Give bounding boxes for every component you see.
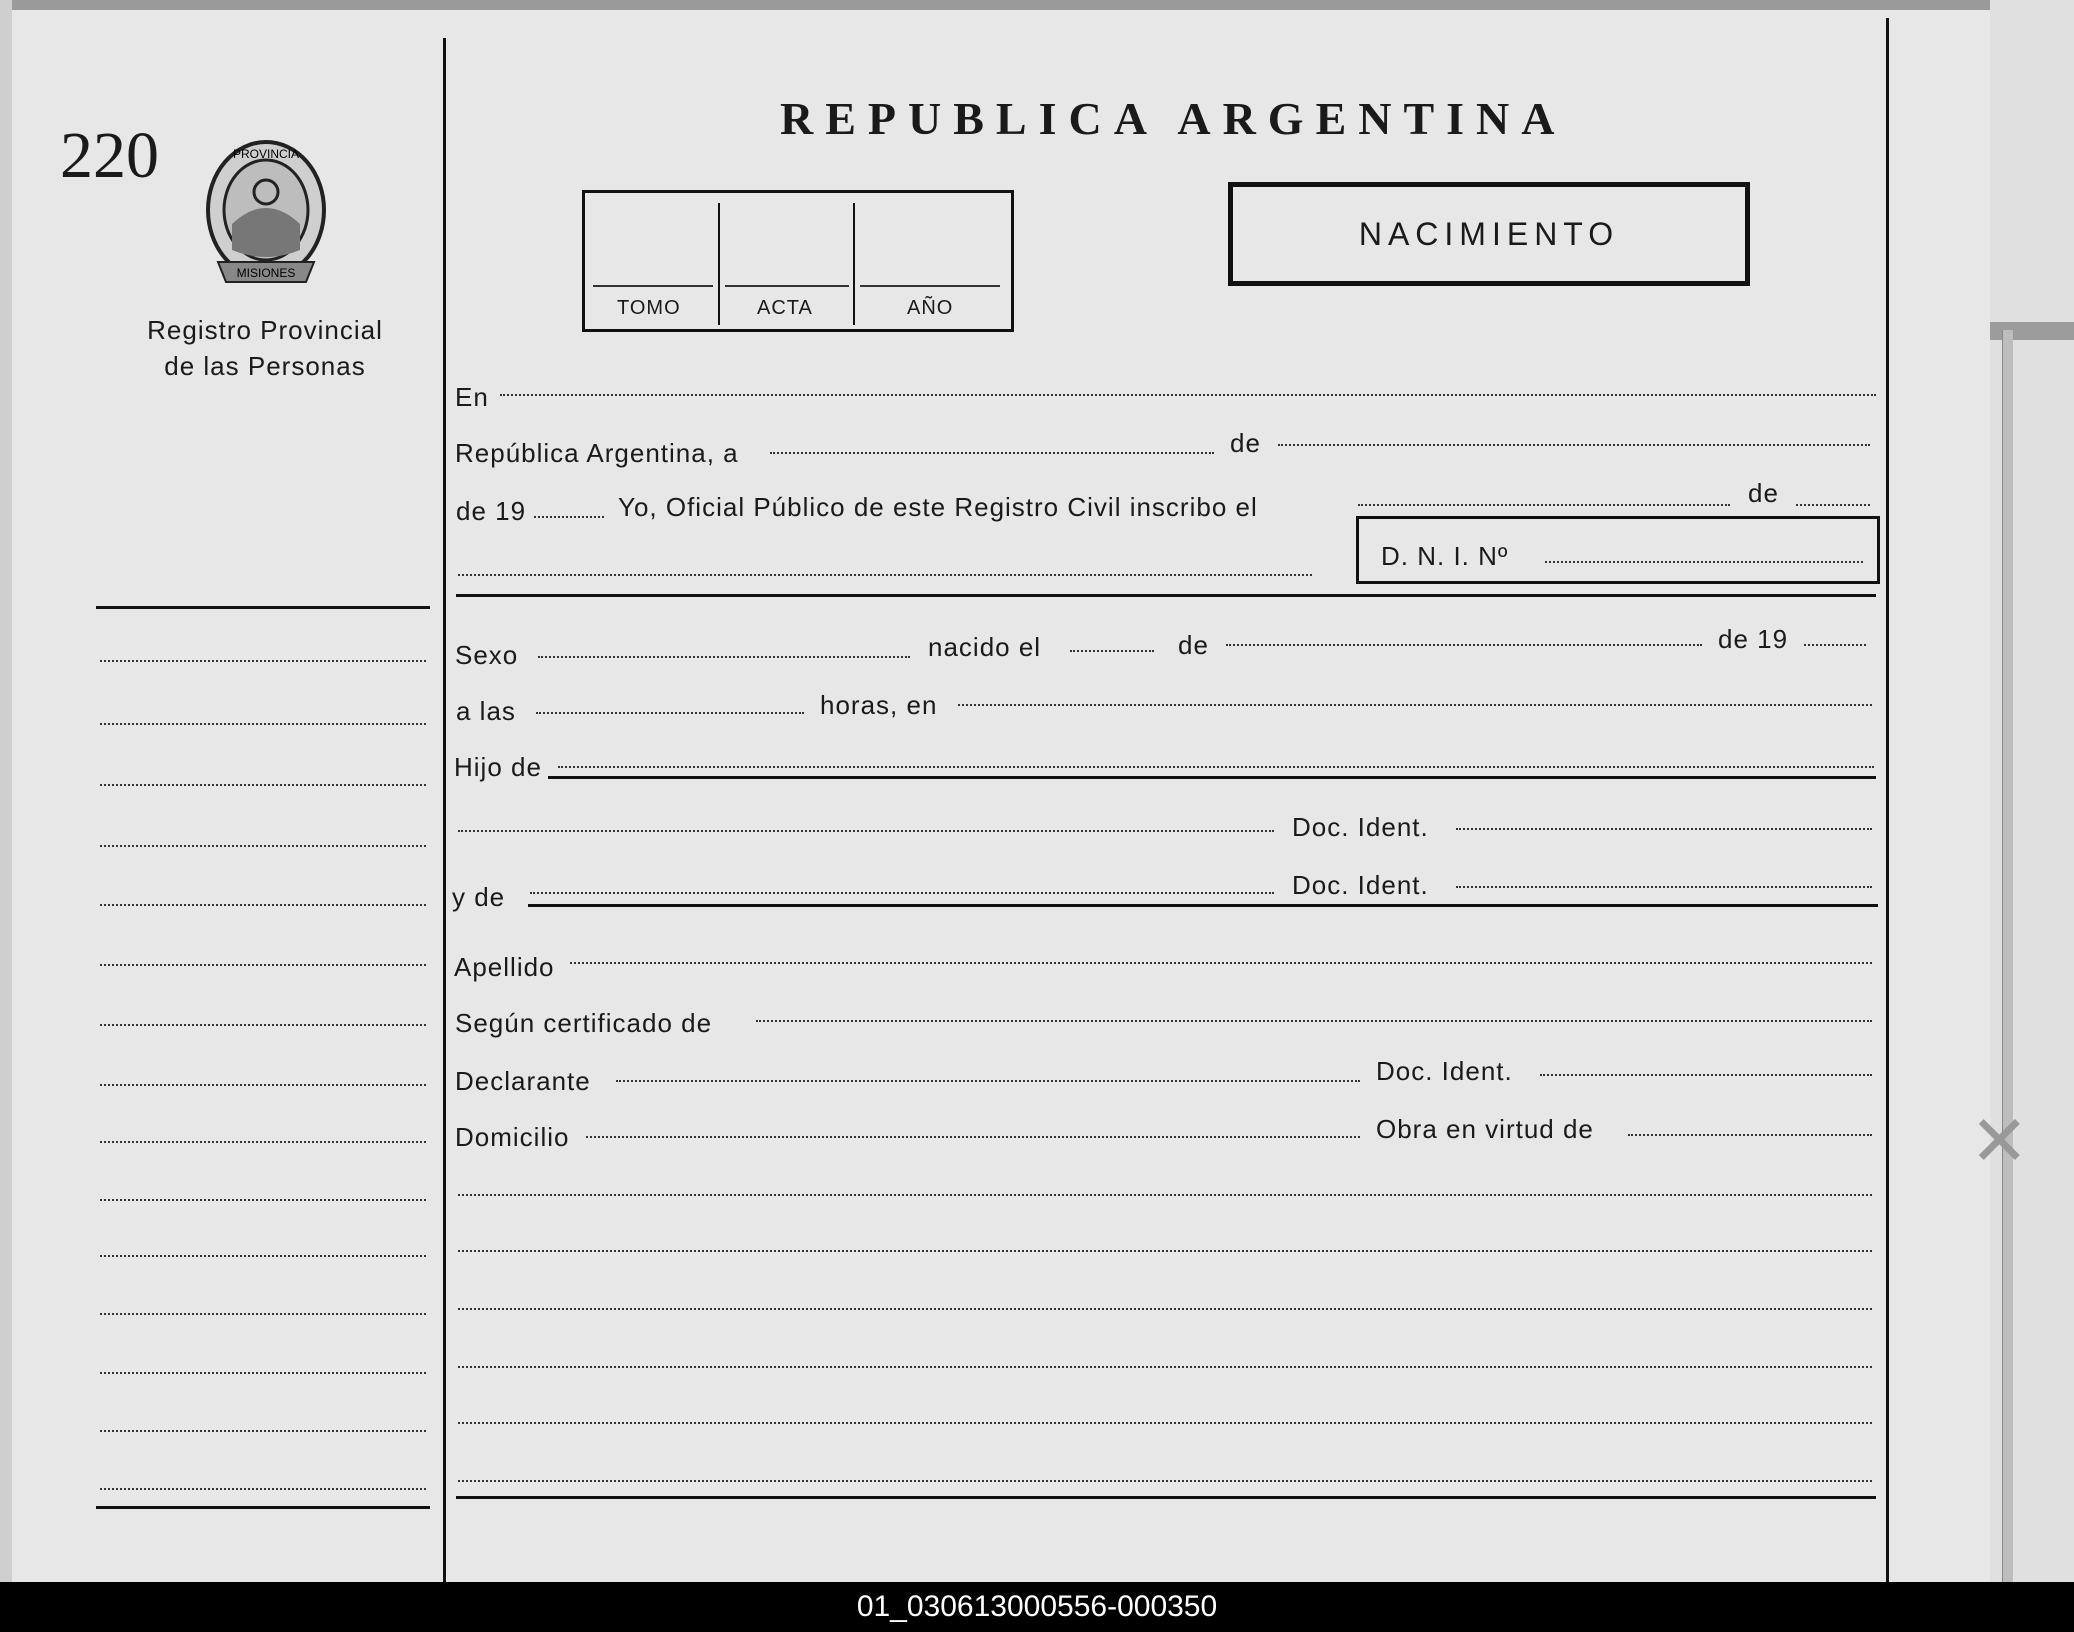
field-birth-day[interactable] (1070, 650, 1154, 652)
margin-line (100, 723, 426, 725)
field-certificado[interactable] (756, 1020, 1872, 1022)
label-nacido-el: nacido el (928, 632, 1042, 662)
notes-line[interactable] (458, 1422, 1872, 1424)
field-inscription-month[interactable] (1796, 504, 1870, 506)
section-rule-1 (456, 594, 1876, 597)
margin-line (100, 660, 426, 662)
field-birth-month[interactable] (1226, 644, 1702, 646)
margin-line (100, 1372, 426, 1374)
label-hijo-de: Hijo de (454, 752, 542, 782)
right-border (1886, 18, 1889, 1582)
record-type: NACIMIENTO (1358, 216, 1620, 252)
footer-bar (0, 1582, 2074, 1632)
label-horas-en: horas, en (820, 690, 938, 720)
page-left-edge (0, 0, 12, 1582)
folio-number: 220 (60, 119, 159, 192)
label-obra: Obra en virtud de (1376, 1114, 1594, 1144)
provincial-seal-icon (196, 132, 336, 292)
registry-line-1: Registro Provincial (147, 315, 383, 345)
field-hour[interactable] (536, 712, 804, 714)
label-a-las: a las (456, 696, 516, 726)
section-rule-bottom (456, 1496, 1876, 1499)
page-top-edge (0, 0, 2074, 10)
ano-line (860, 285, 1000, 287)
volume-box (582, 190, 1014, 332)
binding-knot-icon: ✕ (1970, 1102, 2029, 1180)
margin-line (100, 1430, 426, 1432)
label-de-19: de 19 (456, 496, 527, 526)
field-apellido[interactable] (570, 962, 1872, 964)
label-en: En (455, 382, 489, 412)
column-divider (443, 38, 446, 1582)
field-day[interactable] (770, 452, 1214, 454)
registry-line-2: de las Personas (164, 351, 366, 381)
label-doc-ident-2: Doc. Ident. (1292, 870, 1429, 900)
field-mother-doc[interactable] (1456, 886, 1872, 888)
label-segun: Según certificado de (455, 1008, 713, 1038)
margin-line (100, 904, 426, 906)
field-father-doc[interactable] (1456, 828, 1872, 830)
field-inscription-name[interactable] (458, 574, 1312, 576)
seal-top-text: PROVINCIA (232, 147, 300, 161)
tomo-line (593, 285, 713, 287)
label-doc-ident-3: Doc. Ident. (1376, 1056, 1513, 1086)
margin-line (100, 1488, 426, 1490)
label-doc-ident-1: Doc. Ident. (1292, 812, 1429, 842)
label-de-2: de (1748, 478, 1779, 508)
seal-bottom-text: MISIONES (236, 266, 296, 280)
label-y-de: y de (452, 882, 506, 912)
ano-label: AÑO (907, 297, 954, 319)
label-apellido: Apellido (454, 952, 555, 982)
field-year[interactable] (534, 516, 604, 518)
notes-line[interactable] (458, 1366, 1872, 1368)
margin-line (100, 1313, 426, 1315)
mother-rule (528, 904, 1878, 907)
field-dni[interactable] (1545, 561, 1863, 563)
field-en[interactable] (500, 394, 1876, 396)
box-divider (718, 203, 720, 325)
acta-label: ACTA (757, 297, 813, 319)
label-de-3: de (1178, 630, 1209, 660)
margin-line (100, 1024, 426, 1026)
notes-line[interactable] (458, 1250, 1872, 1252)
notes-line[interactable] (458, 1308, 1872, 1310)
margin-rule-top (96, 606, 430, 609)
label-republica: República Argentina, a (455, 438, 739, 468)
field-birth-place[interactable] (958, 704, 1872, 706)
margin-line (100, 784, 426, 786)
field-declarante-doc[interactable] (1540, 1074, 1872, 1076)
label-de-1: de (1230, 428, 1261, 458)
field-declarante[interactable] (616, 1080, 1360, 1082)
margin-rule-bottom (96, 1506, 430, 1509)
notes-line[interactable] (458, 1194, 1872, 1196)
box-divider (853, 203, 855, 325)
label-domicilio: Domicilio (455, 1122, 570, 1152)
field-father-name[interactable] (558, 766, 1874, 768)
field-birth-year[interactable] (1804, 644, 1866, 646)
tomo-label: TOMO (617, 297, 681, 319)
field-mother-name[interactable] (530, 892, 1274, 894)
field-month[interactable] (1278, 444, 1870, 446)
margin-line (100, 1141, 426, 1143)
binding-rod (2002, 330, 2013, 1582)
field-domicilio[interactable] (586, 1136, 1360, 1138)
label-yo-oficial: Yo, Oficial Público de este Registro Civil inscribo el (618, 492, 1258, 522)
field-inscription-day[interactable] (1358, 504, 1730, 506)
margin-line (100, 1199, 426, 1201)
notes-line[interactable] (458, 1480, 1872, 1482)
acta-line (725, 285, 849, 287)
label-sexo: Sexo (455, 640, 519, 670)
field-sexo[interactable] (538, 656, 910, 658)
page-title: REPUBLICA ARGENTINA (780, 93, 1567, 144)
label-declarante: Declarante (455, 1066, 591, 1096)
margin-line (100, 964, 426, 966)
record-type-box (1228, 182, 1750, 286)
registry-label (120, 312, 410, 384)
label-dni: D. N. I. Nº (1381, 541, 1509, 571)
father-rule (548, 776, 1876, 779)
document-id: 01_030613000556-000350 (856, 1590, 1218, 1623)
margin-line (100, 845, 426, 847)
field-obra[interactable] (1628, 1134, 1872, 1136)
label-de-19-b: de 19 (1718, 624, 1789, 654)
dni-box (1356, 516, 1880, 584)
margin-line (100, 1084, 426, 1086)
field-father-detail[interactable] (458, 830, 1274, 832)
margin-line (100, 1255, 426, 1257)
book-binding (1970, 0, 2074, 1582)
